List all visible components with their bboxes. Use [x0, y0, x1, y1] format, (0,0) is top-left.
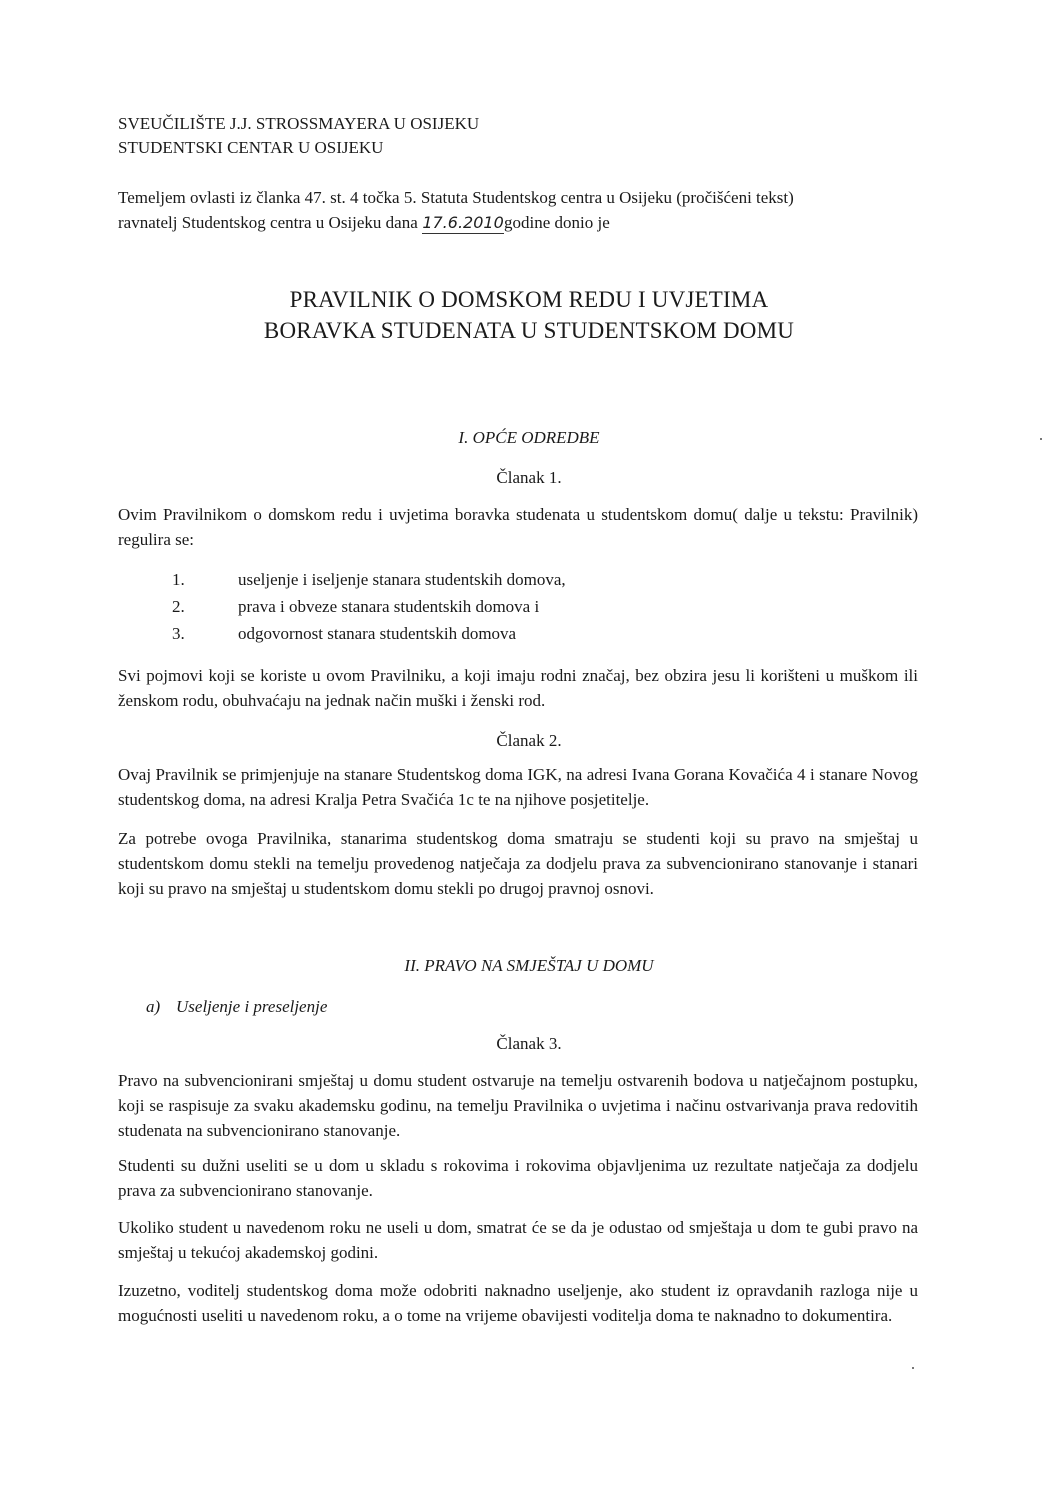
preamble-line-2 [118, 210, 918, 235]
list-item [172, 593, 566, 620]
university-name: SVEUČILIŠTE J.J. STROSSMAYERA U OSIJEKU [118, 114, 480, 133]
list-item-text: prava i obveze stanara studentskih domova i [238, 597, 540, 616]
subsection-a [146, 994, 327, 1019]
title-line-2: BORAVKA STUDENATA U STUDENTSKOM DOMU [263, 318, 795, 343]
section-heading-1: I. OPĆE ODREDBE [458, 428, 600, 447]
section-heading-2: II. PRAVO NA SMJEŠTAJ U DOMU [404, 956, 654, 975]
list-item-text: useljenje i iseljenje stanara studentskih domova, [238, 570, 566, 589]
scan-speck [912, 1367, 914, 1369]
handwritten-date: 17.6.2010 [422, 213, 504, 232]
list-item [172, 620, 566, 647]
document-title [0, 284, 1058, 346]
paragraph-5: Pravo na subvencionirani smještaj u domu student ostvaruje na temelju ostvarenih bodova u natječajnom postupku, koji se raspisuje za svaku akademsku godinu, na temelju Pravilnika o uvjetima i načinu ostvarivanja prava redovitih studenata na subvencionirano stanovanje. [118, 1071, 918, 1140]
center-name: STUDENTSKI CENTAR U OSIJEKU [118, 138, 384, 157]
regulation-list [172, 566, 566, 647]
paragraph-2: Svi pojmovi koji se koriste u ovom Pravilniku, a koji imaju rodni značaj, bez obzira jesu li korišteni u muškom ili ženskom rodu, obuhvaćaju na jednak način muški i ženski rod. [118, 666, 918, 710]
institution-header [118, 112, 479, 160]
paragraph-6: Studenti su dužni useliti se u dom u skladu s rokovima i rokovima objavljenima uz rezultate natječaja za dodjelu prava za subvencionirano stanovanje. [118, 1156, 918, 1200]
paragraph-8: Izuzetno, voditelj studentskog doma može odobriti naknadno useljenje, ako student iz opravdanih razloga nije u mogućnosti useliti u navedenom roku, a o tome na vrijeme obavijesti voditelja doma te naknadno to dokumentira. [118, 1281, 918, 1325]
list-item-text: odgovornost stanara studentskih domova [238, 624, 517, 643]
title-line-1: PRAVILNIK O DOMSKOM REDU I UVJETIMA [289, 287, 769, 312]
paragraph-7: Ukoliko student u navedenom roku ne useli u dom, smatrat će se da je odustao od smještaja u dom te gubi pravo na smještaj u tekućoj akademskoj godini. [118, 1218, 918, 1262]
list-item-number: 1. [172, 570, 185, 589]
list-item-number: 3. [172, 624, 185, 643]
subsection-letter: a) [146, 997, 161, 1016]
paragraph-3: Ovaj Pravilnik se primjenjuje na stanare Studentskog doma IGK, na adresi Ivana Gorana Kovačića 4 i stanare Novog studentskog doma, na adresi Kralja Petra Svačića 1c te na njihove posjetitelje. [118, 765, 918, 809]
paragraph-1: Ovim Pravilnikom o domskom redu i uvjetima boravka studenata u studentskom domu( dalje u tekstu: Pravilnik) regulira se: [118, 505, 918, 549]
article-heading-2: Članak 2. [496, 731, 562, 750]
list-item [172, 566, 566, 593]
preamble [118, 185, 918, 235]
list-item-number: 2. [172, 597, 185, 616]
subsection-title: Useljenje i preseljenje [176, 997, 328, 1016]
article-heading-1: Članak 1. [496, 468, 562, 487]
article-heading-3: Članak 3. [496, 1034, 562, 1053]
paragraph-4: Za potrebe ovoga Pravilnika, stanarima studentskog doma smatraju se studenti koji su pravo na smještaj u studentskom domu stekli na temelju provedenog natječaja za dodjelu prava za subvencionirano stanovanje i stanari koji su pravo na smještaj u studentskom domu stekli po drugoj pravnoj osnovi. [118, 829, 918, 898]
preamble-line-2-start: ravnatelj Studentskog centra u Osijeku dana [118, 213, 423, 232]
preamble-line-2-end: godine donio je [504, 213, 610, 232]
scan-speck [1040, 438, 1042, 440]
preamble-line-1: Temeljem ovlasti iz članka 47. st. 4 točka 5. Statuta Studentskog centra u Osijeku (pročišćeni tekst) [118, 188, 794, 207]
